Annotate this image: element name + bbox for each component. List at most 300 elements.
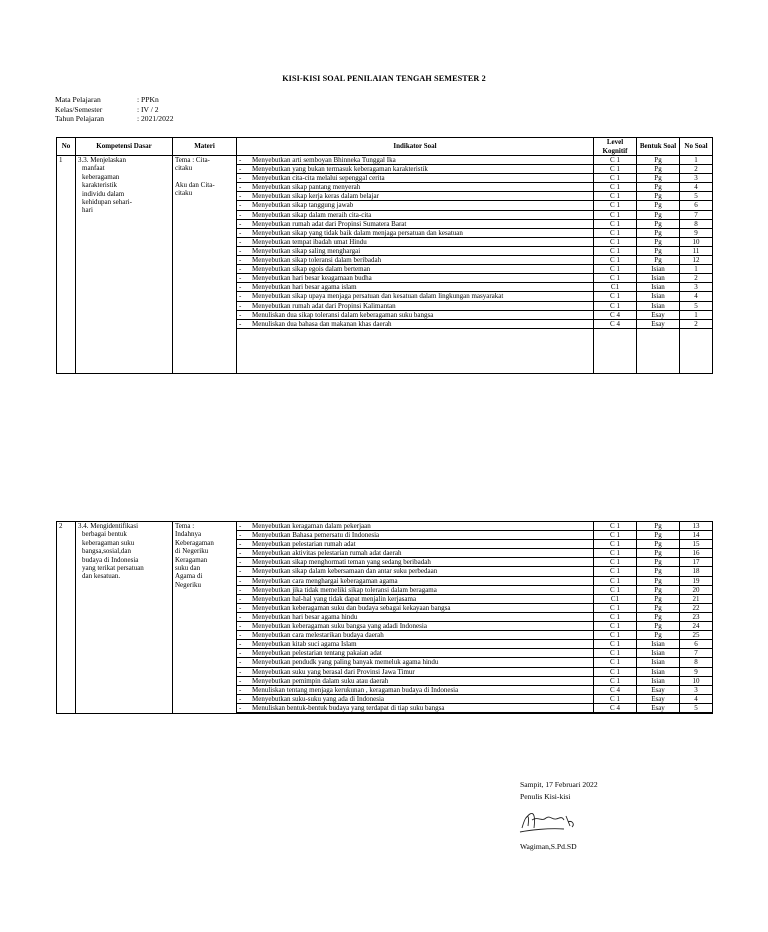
empty-cell xyxy=(680,328,713,373)
nomor-soal-cell: 8 xyxy=(680,658,713,667)
bentuk-soal-cell: Pg xyxy=(637,219,680,228)
indikator-text: Menyebutkan arti semboyan Bhinneka Tunggal Ika xyxy=(252,156,396,164)
bullet-dash: - xyxy=(239,301,242,310)
kompetensi-dasar-line: karakteristik xyxy=(82,181,117,190)
table-row xyxy=(57,522,713,531)
bullet-dash: - xyxy=(239,558,242,567)
indikator-text: Menyebutkan jika tidak memeliki sikap toleransi dalam beragama xyxy=(252,585,437,594)
indikator-text: Menyebutkan sikap toleransi dalam beribadah xyxy=(252,256,382,265)
level-kognitif-cell: C 4 xyxy=(594,685,637,694)
kompetensi-dasar-line: 3.3. Menjelaskan xyxy=(78,156,127,164)
bentuk-soal-cell: Pg xyxy=(637,246,680,255)
handwritten-signature xyxy=(518,806,578,836)
bentuk-soal-cell: Pg xyxy=(637,192,680,201)
bullet-dash: - xyxy=(239,246,242,255)
bentuk-soal-cell: Pg xyxy=(637,594,680,603)
level-kognitif-cell: C 1 xyxy=(594,649,637,658)
info-label: Tahun Pelajaran xyxy=(55,114,105,124)
bentuk-soal-cell: Pg xyxy=(637,558,680,567)
bullet-dash: - xyxy=(239,201,242,210)
level-kognitif-cell: C 4 xyxy=(594,319,637,328)
nomor-soal-cell: 24 xyxy=(680,622,713,631)
nomor-soal-cell: 4 xyxy=(680,183,713,192)
level-kognitif-cell: C 1 xyxy=(594,531,637,540)
bullet-dash: - xyxy=(239,612,242,621)
bullet-dash: - xyxy=(239,319,242,328)
nomor-soal-cell: 5 xyxy=(680,192,713,201)
nomor-soal-cell: 6 xyxy=(680,640,713,649)
kompetensi-dasar-line: yang terikat persatuan xyxy=(82,564,144,573)
materi-line: Keragaman xyxy=(175,555,208,564)
bentuk-soal-cell: Isian xyxy=(637,292,680,301)
level-kognitif-cell: C 1 xyxy=(594,156,637,165)
empty-cell xyxy=(637,712,680,713)
bentuk-soal-cell: Pg xyxy=(637,576,680,585)
bullet-dash: - xyxy=(239,631,242,640)
bullet-dash: - xyxy=(239,283,242,292)
info-label: Kelas/Semester xyxy=(55,104,103,114)
kompetensi-dasar-line: berbagai bentuk xyxy=(82,530,127,539)
materi-line: di Negeriku xyxy=(175,547,209,556)
nomor-soal-cell: 12 xyxy=(680,256,713,265)
indikator-text: Menyebutkan pemimpin dalam suku atau daerah xyxy=(252,676,389,685)
bullet-dash: - xyxy=(239,576,242,585)
bentuk-soal-cell: Pg xyxy=(637,165,680,174)
indikator-cell xyxy=(237,603,594,612)
level-kognitif-cell: C 1 xyxy=(594,265,637,274)
bullet-dash: - xyxy=(239,228,242,237)
level-kognitif-cell: C 1 xyxy=(594,274,637,283)
level-kognitif-cell: C 1 xyxy=(594,301,637,310)
bentuk-soal-cell: Isian xyxy=(637,667,680,676)
kisi-table-section-2 xyxy=(56,521,713,714)
indikator-cell xyxy=(237,256,594,265)
indikator-cell xyxy=(237,237,594,246)
indikator-text: Menyebutkan sikap egois dalam berteman xyxy=(252,265,371,274)
materi-line: Indahnya xyxy=(175,530,202,539)
empty-cell xyxy=(637,328,680,373)
kompetensi-dasar-line: individu dalam xyxy=(82,189,125,198)
indikator-text: Menyebutkan rumah adat dari Propinsi Sumatera Barat xyxy=(252,219,407,228)
signature-role: Penulis Kisi-kisi xyxy=(520,792,571,801)
section-number: 2 xyxy=(57,522,76,714)
kompetensi-dasar-line: 3.4. Mengidentifikasi xyxy=(78,522,139,530)
indikator-cell xyxy=(237,658,594,667)
kompetensi-dasar-line: dan kesatuan. xyxy=(82,572,121,581)
nomor-soal-cell: 4 xyxy=(680,292,713,301)
indikator-text: Menyebutkan kitab suci agama Islam xyxy=(252,640,357,649)
bentuk-soal-cell: Pg xyxy=(637,531,680,540)
level-kognitif-cell: C 1 xyxy=(594,292,637,301)
level-kognitif-cell: C 1 xyxy=(594,228,637,237)
level-kognitif-cell: C 1 xyxy=(594,174,637,183)
info-row xyxy=(55,95,174,105)
indikator-text: Menyebutkan pelestarian rumah adat xyxy=(252,540,356,549)
indikator-cell xyxy=(237,246,594,255)
bentuk-soal-cell: Pg xyxy=(637,228,680,237)
info-value: : IV / 2 xyxy=(137,104,159,114)
indikator-text: Menyebutkan pelestarian tentang pakaian adat xyxy=(252,649,382,658)
nomor-soal-cell: 22 xyxy=(680,603,713,612)
nomor-soal-cell: 2 xyxy=(680,319,713,328)
indikator-text: Menyebutkan hari besar agama islam xyxy=(252,283,357,292)
bentuk-soal-cell: Pg xyxy=(637,174,680,183)
bullet-dash: - xyxy=(239,567,242,576)
col-header-no: No xyxy=(57,138,76,156)
indikator-cell xyxy=(237,274,594,283)
nomor-soal-cell: 3 xyxy=(680,685,713,694)
level-kognitif-cell: C 1 xyxy=(594,694,637,703)
bentuk-soal-cell: Esay xyxy=(637,685,680,694)
indikator-text: Menyebutkan suku yang berasal dari Provinsi Jawa Timur xyxy=(252,667,415,676)
indikator-text: Menyebutkan hal-hal yang tidak dapat menjalin kerjasama xyxy=(252,594,417,603)
bullet-dash: - xyxy=(239,658,242,667)
col-header-level: Level Kognitif xyxy=(594,138,637,156)
indikator-text: Menyebutkan sikap dalam kebersamaan dan antar suku perbedaan xyxy=(252,567,438,576)
nomor-soal-cell: 9 xyxy=(680,667,713,676)
bentuk-soal-cell: Pg xyxy=(637,540,680,549)
kompetensi-dasar-line: manfaat xyxy=(82,164,105,173)
materi-cell xyxy=(173,522,237,714)
indikator-cell xyxy=(237,640,594,649)
nomor-soal-cell: 8 xyxy=(680,219,713,228)
nomor-soal-cell: 16 xyxy=(680,549,713,558)
kompetensi-dasar-cell xyxy=(76,156,173,374)
empty-cell xyxy=(237,712,594,713)
indikator-cell xyxy=(237,567,594,576)
indikator-text: Menyebutkan sikap tanggung jawab xyxy=(252,201,354,210)
empty-cell xyxy=(237,328,594,373)
level-kognitif-cell: C 1 xyxy=(594,256,637,265)
bullet-dash: - xyxy=(239,640,242,649)
indikator-cell xyxy=(237,210,594,219)
bentuk-soal-cell: Esay xyxy=(637,319,680,328)
bentuk-soal-cell: Esay xyxy=(637,703,680,712)
level-kognitif-cell: C 1 xyxy=(594,658,637,667)
nomor-soal-cell: 1 xyxy=(680,156,713,165)
bentuk-soal-cell: Isian xyxy=(637,649,680,658)
bentuk-soal-cell: Pg xyxy=(637,522,680,531)
bullet-dash: - xyxy=(239,174,242,183)
bullet-dash: - xyxy=(239,594,242,603)
level-kognitif-cell: C1 xyxy=(594,283,637,292)
indikator-text: Menyebutkan cara menghargai keberagaman agama xyxy=(252,576,398,585)
indikator-cell xyxy=(237,522,594,531)
bullet-dash: - xyxy=(239,522,242,530)
nomor-soal-cell: 2 xyxy=(680,165,713,174)
nomor-soal-cell: 14 xyxy=(680,531,713,540)
materi-line xyxy=(175,173,234,181)
indikator-cell xyxy=(237,549,594,558)
info-value: : PPKn xyxy=(137,95,159,104)
level-kognitif-cell: C 1 xyxy=(594,201,637,210)
indikator-text: Menyebutkan tempat ibadah umat Hindu xyxy=(252,237,367,246)
level-kognitif-cell: C 1 xyxy=(594,576,637,585)
bullet-dash: - xyxy=(239,274,242,283)
bullet-dash: - xyxy=(239,694,242,703)
indikator-text: Menyebutkan sikap menghormati teman yang sedang beribadah xyxy=(252,558,431,567)
indikator-text: Menyebutkan keberagaman suku dan budaya sebagai kekayaan bangsa xyxy=(252,603,451,612)
nomor-soal-cell: 13 xyxy=(680,522,713,531)
info-row xyxy=(55,105,174,115)
indikator-cell xyxy=(237,676,594,685)
level-kognitif-cell: C 1 xyxy=(594,622,637,631)
kompetensi-dasar-line: hari xyxy=(82,206,93,215)
kompetensi-dasar-line: kehidupan sehari- xyxy=(82,198,132,207)
bullet-dash: - xyxy=(239,667,242,676)
level-kognitif-cell: C 1 xyxy=(594,219,637,228)
indikator-cell xyxy=(237,265,594,274)
indikator-cell xyxy=(237,301,594,310)
nomor-soal-cell: 15 xyxy=(680,540,713,549)
col-header-materi: Materi xyxy=(173,138,237,156)
bullet-dash: - xyxy=(239,703,242,712)
nomor-soal-cell: 5 xyxy=(680,703,713,712)
materi-line: Keberagaman xyxy=(175,538,214,547)
level-kognitif-cell: C 1 xyxy=(594,210,637,219)
materi-cell xyxy=(173,156,237,374)
bentuk-soal-cell: Pg xyxy=(637,201,680,210)
bentuk-soal-cell: Isian xyxy=(637,283,680,292)
bentuk-soal-cell: Pg xyxy=(637,183,680,192)
indikator-text: Menuliskan dua bahasa dan makanan khas daerah xyxy=(252,319,392,328)
nomor-soal-cell: 21 xyxy=(680,594,713,603)
level-kognitif-cell: C 1 xyxy=(594,237,637,246)
indikator-text: Menyebutkan sikap yang tidak baik dalam menjaga persatuan dan kesatuan xyxy=(252,228,463,237)
kompetensi-dasar-line: budaya di Indonesia xyxy=(82,555,139,564)
document-title: KISI-KISI SOAL PENILAIAN TENGAH SEMESTER 2 xyxy=(282,74,486,83)
indikator-text: Menuliskan dua sikap toleransi dalam keberagaman suku bangsa xyxy=(252,310,434,319)
bentuk-soal-cell: Isian xyxy=(637,274,680,283)
bullet-dash: - xyxy=(239,649,242,658)
indikator-text: Menyebutkan sikap kerja keras dalam belajar xyxy=(252,192,379,201)
indikator-text: Menyebutkan cara melestarikan budaya daerah xyxy=(252,631,384,640)
indikator-text: Menyebutkan keragaman dalam pekerjaan xyxy=(252,522,371,530)
materi-line: citaku xyxy=(175,164,193,173)
indikator-cell xyxy=(237,622,594,631)
level-kognitif-cell: C 1 xyxy=(594,522,637,531)
nomor-soal-cell: 2 xyxy=(680,274,713,283)
kompetensi-dasar-cell xyxy=(76,522,173,714)
bentuk-soal-cell: Pg xyxy=(637,256,680,265)
indikator-cell xyxy=(237,594,594,603)
indikator-text: Menyebutkan suku-suku yang ada di Indonesia xyxy=(252,694,384,703)
indikator-text: Menyebutkan sikap dalam meraih cita-cita xyxy=(252,210,372,219)
bullet-dash: - xyxy=(239,265,242,274)
bullet-dash: - xyxy=(239,237,242,246)
level-kognitif-cell: C 1 xyxy=(594,667,637,676)
bentuk-soal-cell: Isian xyxy=(637,658,680,667)
indikator-text: Menyebutkan hari besar agama hindu xyxy=(252,612,358,621)
bullet-dash: - xyxy=(239,310,242,319)
nomor-soal-cell: 19 xyxy=(680,576,713,585)
indikator-cell xyxy=(237,612,594,621)
bullet-dash: - xyxy=(239,183,242,192)
indikator-text: Menyebutkan rumah adat dari Propinsi Kalimantan xyxy=(252,301,396,310)
indikator-cell xyxy=(237,183,594,192)
kisi-table-section-1 xyxy=(56,137,713,374)
nomor-soal-cell: 7 xyxy=(680,210,713,219)
kompetensi-dasar-line: bangsa,sosial,dan xyxy=(82,547,131,556)
indikator-cell xyxy=(237,156,594,165)
nomor-soal-cell: 1 xyxy=(680,310,713,319)
materi-line: citaku xyxy=(175,189,193,198)
materi-line: Agama di xyxy=(175,572,203,581)
bullet-dash: - xyxy=(239,603,242,612)
signature-name: Wagiman,S.Pd.SD xyxy=(520,842,577,851)
bullet-dash: - xyxy=(239,256,242,265)
section-number: 1 xyxy=(57,156,76,374)
subject-info xyxy=(55,95,174,124)
bullet-dash: - xyxy=(239,156,242,164)
bentuk-soal-cell: Pg xyxy=(637,585,680,594)
bentuk-soal-cell: Isian xyxy=(637,640,680,649)
col-header-bentuk: Bentuk Soal xyxy=(637,138,680,156)
indikator-cell xyxy=(237,283,594,292)
level-kognitif-cell: C 1 xyxy=(594,567,637,576)
bullet-dash: - xyxy=(239,165,242,174)
indikator-cell xyxy=(237,319,594,328)
level-kognitif-cell: C 1 xyxy=(594,246,637,255)
level-kognitif-cell: C1 xyxy=(594,594,637,603)
bentuk-soal-cell: Pg xyxy=(637,622,680,631)
level-kognitif-cell: C 1 xyxy=(594,540,637,549)
level-kognitif-cell: C 1 xyxy=(594,631,637,640)
indikator-text: Menyebutkan sikap upaya menjaga persatuan dan kesatuan dalam lingkungan masyarakat xyxy=(252,292,504,301)
nomor-soal-cell: 20 xyxy=(680,585,713,594)
indikator-text: Menyebutkan aktivitas pelestarian rumah adat daerah xyxy=(252,549,402,558)
bentuk-soal-cell: Pg xyxy=(637,156,680,165)
bentuk-soal-cell: Isian xyxy=(637,676,680,685)
level-kognitif-cell: C 1 xyxy=(594,165,637,174)
materi-line: Tema : Cita- xyxy=(175,156,210,164)
nomor-soal-cell: 10 xyxy=(680,237,713,246)
col-header-indikator: Indikator Soal xyxy=(237,138,594,156)
nomor-soal-cell: 1 xyxy=(680,265,713,274)
empty-cell xyxy=(594,328,637,373)
level-kognitif-cell: C 4 xyxy=(594,703,637,712)
bullet-dash: - xyxy=(239,210,242,219)
indikator-cell xyxy=(237,219,594,228)
nomor-soal-cell: 5 xyxy=(680,301,713,310)
indikator-text: Menyebutkan pendudk yang paling banyak memeluk agama hindu xyxy=(252,658,439,667)
level-kognitif-cell: C 1 xyxy=(594,612,637,621)
indikator-cell xyxy=(237,165,594,174)
indikator-cell xyxy=(237,292,594,301)
indikator-cell xyxy=(237,585,594,594)
indikator-cell xyxy=(237,558,594,567)
nomor-soal-cell: 17 xyxy=(680,558,713,567)
bullet-dash: - xyxy=(239,685,242,694)
indikator-cell xyxy=(237,531,594,540)
bullet-dash: - xyxy=(239,676,242,685)
bentuk-soal-cell: Pg xyxy=(637,612,680,621)
indikator-cell xyxy=(237,576,594,585)
indikator-cell xyxy=(237,703,594,712)
empty-cell xyxy=(594,712,637,713)
nomor-soal-cell: 9 xyxy=(680,228,713,237)
indikator-text: Menyebutkan sikap saling menghargai xyxy=(252,246,361,255)
bullet-dash: - xyxy=(239,549,242,558)
bullet-dash: - xyxy=(239,531,242,540)
indikator-text: Menuliskan bentuk-bentuk budaya yang terdapat di tiap suku bangsa xyxy=(252,703,445,712)
bullet-dash: - xyxy=(239,219,242,228)
nomor-soal-cell: 6 xyxy=(680,201,713,210)
bullet-dash: - xyxy=(239,192,242,201)
empty-cell xyxy=(680,712,713,713)
info-value: : 2021/2022 xyxy=(137,114,174,124)
materi-line: Tema : xyxy=(175,522,195,530)
nomor-soal-cell: 4 xyxy=(680,694,713,703)
info-row xyxy=(55,114,174,124)
bentuk-soal-cell: Pg xyxy=(637,567,680,576)
indikator-cell xyxy=(237,685,594,694)
level-kognitif-cell: C 1 xyxy=(594,558,637,567)
nomor-soal-cell: 23 xyxy=(680,612,713,621)
col-header-nosoal: No Soal xyxy=(680,138,713,156)
bentuk-soal-cell: Isian xyxy=(637,301,680,310)
bullet-dash: - xyxy=(239,585,242,594)
indikator-cell xyxy=(237,667,594,676)
table-header-row xyxy=(57,138,713,156)
level-kognitif-cell: C 1 xyxy=(594,183,637,192)
indikator-text: Menuliskan tentang menjaga kerukunan , keragaman budaya di Indonesia xyxy=(252,685,459,694)
table-row xyxy=(57,156,713,165)
nomor-soal-cell: 7 xyxy=(680,649,713,658)
nomor-soal-cell: 11 xyxy=(680,246,713,255)
level-kognitif-cell: C 1 xyxy=(594,640,637,649)
indikator-cell xyxy=(237,310,594,319)
materi-line: Negeriku xyxy=(175,580,202,589)
kompetensi-dasar-line: keberagaman suku xyxy=(82,538,135,547)
info-label: Mata Pelajaran xyxy=(55,95,101,104)
indikator-cell xyxy=(237,174,594,183)
indikator-text: Menyebutkan cita-cita melalui sepenggal cerita xyxy=(252,174,385,183)
bentuk-soal-cell: Pg xyxy=(637,631,680,640)
indikator-cell xyxy=(237,540,594,549)
signature-place-date: Sampit, 17 Februari 2022 xyxy=(520,780,598,789)
bentuk-soal-cell: Pg xyxy=(637,603,680,612)
bullet-dash: - xyxy=(239,292,242,301)
indikator-cell xyxy=(237,631,594,640)
nomor-soal-cell: 10 xyxy=(680,676,713,685)
level-kognitif-cell: C 1 xyxy=(594,603,637,612)
indikator-text: Menyebutkan sikap pantang menyerah xyxy=(252,183,361,192)
bentuk-soal-cell: Pg xyxy=(637,237,680,246)
level-kognitif-cell: C 1 xyxy=(594,549,637,558)
level-kognitif-cell: C 1 xyxy=(594,585,637,594)
nomor-soal-cell: 25 xyxy=(680,631,713,640)
bullet-dash: - xyxy=(239,622,242,631)
bentuk-soal-cell: Pg xyxy=(637,210,680,219)
bentuk-soal-cell: Pg xyxy=(637,549,680,558)
indikator-cell xyxy=(237,192,594,201)
materi-line: Aku dan Cita- xyxy=(175,180,215,189)
indikator-cell xyxy=(237,201,594,210)
nomor-soal-cell: 3 xyxy=(680,283,713,292)
bentuk-soal-cell: Esay xyxy=(637,310,680,319)
bentuk-soal-cell: Esay xyxy=(637,694,680,703)
col-header-kd: Kompetensi Dasar xyxy=(76,138,173,156)
indikator-cell xyxy=(237,694,594,703)
nomor-soal-cell: 18 xyxy=(680,567,713,576)
indikator-cell xyxy=(237,649,594,658)
nomor-soal-cell: 3 xyxy=(680,174,713,183)
bullet-dash: - xyxy=(239,540,242,549)
indikator-text: Menyebutkan yang bukan termasuk keberagaman karakteristik xyxy=(252,165,428,174)
level-kognitif-cell: C 4 xyxy=(594,310,637,319)
kompetensi-dasar-line: keberagaman xyxy=(82,172,120,181)
